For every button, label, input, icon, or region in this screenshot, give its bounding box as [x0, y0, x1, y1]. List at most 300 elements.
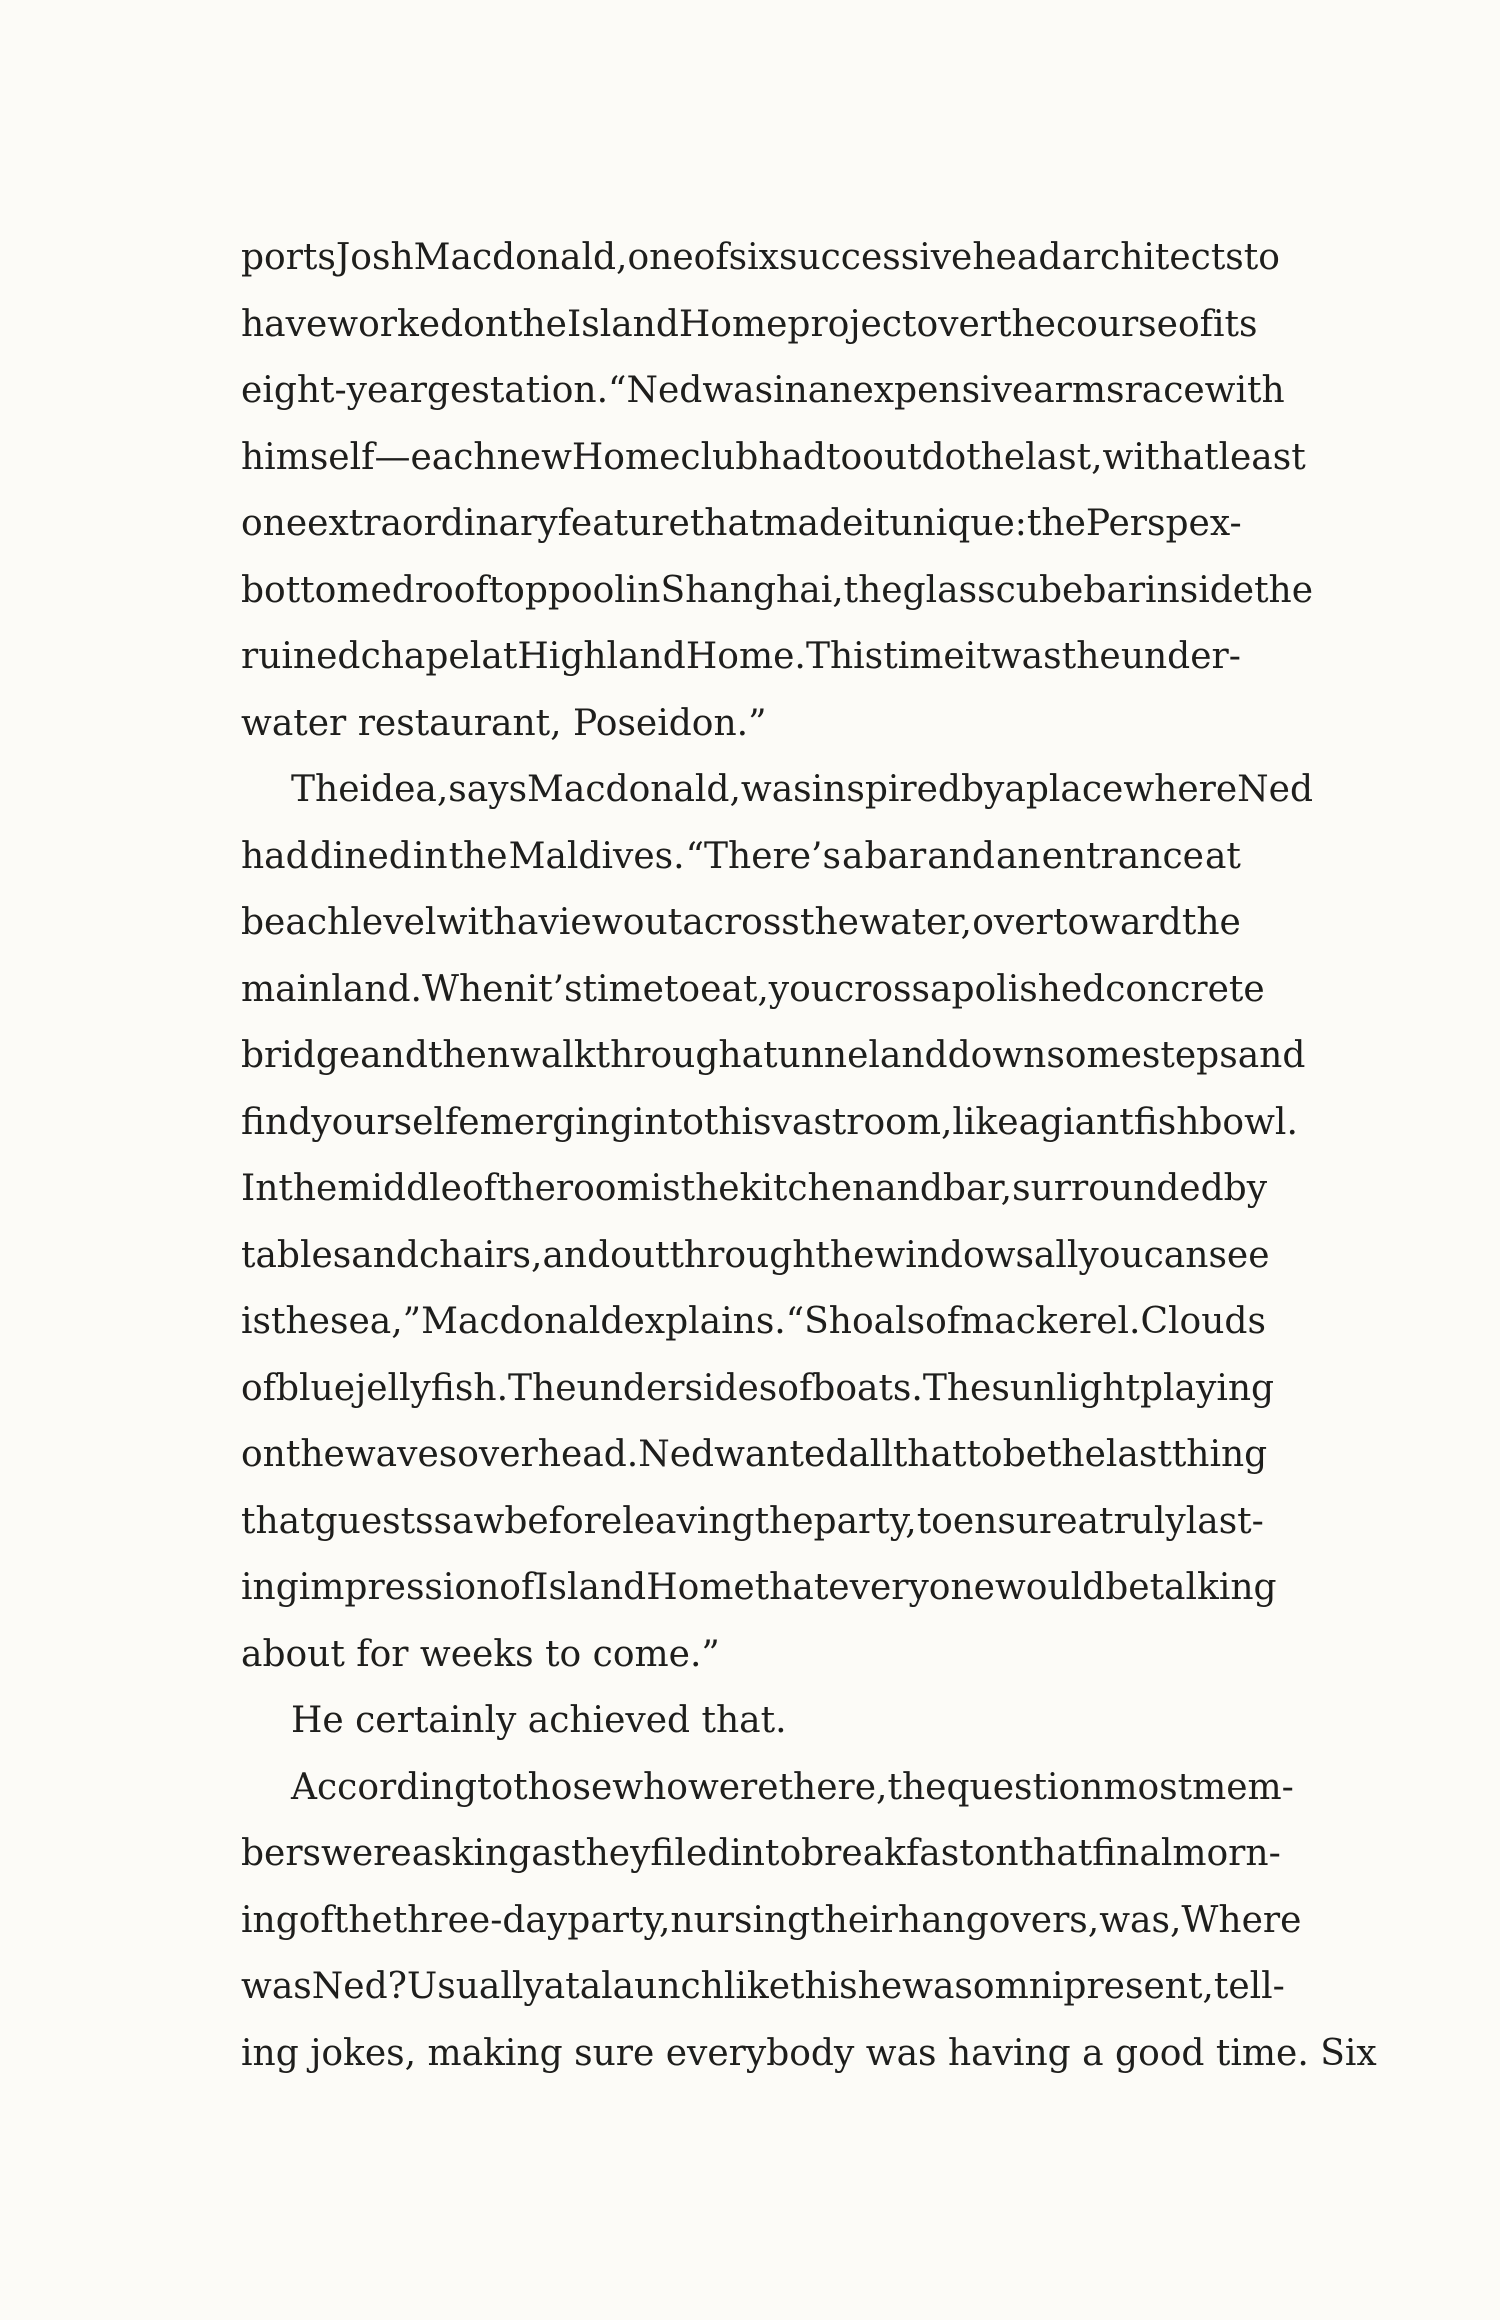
word: was — [241, 1966, 312, 2007]
text-line — [241, 2021, 1377, 2088]
word: and — [927, 835, 995, 877]
word: room, — [846, 1101, 953, 1143]
word: time — [582, 968, 664, 1010]
word: successive — [778, 237, 973, 278]
word: glass — [902, 569, 996, 611]
word: expensive — [852, 370, 1034, 411]
word: over — [972, 902, 1053, 943]
text-line — [241, 624, 1241, 691]
word: find — [241, 1101, 312, 1143]
word: to — [663, 968, 701, 1010]
word: least — [1218, 436, 1306, 478]
word: was — [990, 636, 1062, 677]
word: breakfast — [801, 1833, 974, 1874]
word: be — [1105, 1567, 1150, 1608]
word: launch — [601, 1966, 724, 2007]
text-line — [241, 292, 1258, 359]
word: idea, — [359, 769, 449, 810]
word: tell- — [1213, 1966, 1285, 2007]
word: arms — [1033, 370, 1125, 411]
word: Maldives. — [508, 835, 685, 877]
word: all — [1033, 1234, 1079, 1276]
word: Home — [678, 303, 788, 345]
word: Home — [571, 436, 681, 478]
word: sunlight — [991, 1367, 1140, 1409]
word: have — [241, 303, 328, 345]
word: across — [682, 902, 800, 943]
word: all — [848, 1434, 893, 1475]
word: According — [291, 1766, 477, 1808]
word: filed — [650, 1833, 731, 1874]
word: time — [883, 636, 965, 677]
word: some — [1046, 1035, 1142, 1076]
word: and — [542, 1234, 611, 1276]
word: into — [730, 1833, 802, 1874]
word: fishbowl. — [1133, 1101, 1298, 1143]
word: cross — [834, 968, 930, 1010]
word: that — [1018, 1833, 1093, 1874]
word: unique: — [889, 503, 1027, 544]
word: Highland — [517, 636, 686, 677]
text-line — [241, 1954, 1285, 2021]
word: their — [810, 1899, 898, 1941]
word: level — [350, 902, 437, 943]
word: windows — [874, 1234, 1034, 1276]
word: Ned — [638, 1434, 715, 1475]
word: the — [1026, 503, 1086, 544]
word: Ned? — [311, 1966, 407, 2007]
word: he — [857, 1966, 903, 2007]
word: you — [768, 968, 834, 1010]
word: club — [680, 436, 759, 478]
word: Usually — [406, 1966, 544, 2007]
word: last- — [1185, 1500, 1264, 1542]
text-line — [241, 757, 1314, 824]
word: the — [680, 1168, 740, 1209]
word: talking — [1149, 1567, 1277, 1608]
word: of — [298, 1899, 334, 1941]
text-line — [241, 1555, 1277, 1622]
word: last, — [1025, 436, 1103, 478]
word: new — [496, 436, 572, 478]
word: the — [843, 569, 903, 611]
word: everyone — [828, 1567, 995, 1608]
word: in — [412, 835, 448, 877]
word: The — [508, 1367, 577, 1409]
word: This — [805, 636, 884, 677]
text-line — [241, 1289, 1266, 1356]
text-line — [241, 890, 1241, 957]
word: last — [1105, 1434, 1172, 1475]
word: feature — [557, 503, 690, 544]
word: Home. — [685, 636, 806, 677]
word: a — [841, 835, 864, 877]
word: to — [966, 1434, 1003, 1475]
word: that — [241, 1500, 315, 1542]
word: to — [477, 1766, 514, 1808]
word: The — [291, 769, 360, 810]
word: the — [1181, 902, 1241, 943]
word: Macdonald, — [527, 769, 741, 810]
word: vast — [771, 1101, 847, 1143]
word: that — [754, 1567, 829, 1608]
word: view — [538, 902, 623, 943]
text-line — [241, 1223, 1270, 1290]
word: on — [463, 303, 509, 345]
word: thing — [1171, 1434, 1268, 1475]
word: through — [595, 1035, 742, 1076]
word: the — [754, 1500, 814, 1542]
word: surrounded — [1012, 1168, 1224, 1209]
word: of — [1177, 303, 1213, 345]
word: chapel — [360, 636, 482, 677]
word: as — [531, 1833, 572, 1874]
word: himself—each — [241, 436, 497, 478]
word: to — [1243, 237, 1280, 278]
word: is — [650, 1168, 681, 1209]
word: Home — [646, 1567, 755, 1608]
word: it — [863, 503, 890, 544]
word: a — [1018, 1101, 1041, 1143]
word: impression — [298, 1567, 500, 1608]
word: question — [946, 1766, 1104, 1808]
word: mackerel. — [960, 1301, 1141, 1342]
word: the — [1061, 636, 1121, 677]
word: race — [1124, 370, 1205, 411]
word: bridge — [241, 1035, 361, 1076]
word: by — [960, 769, 1005, 810]
word: final — [1092, 1833, 1173, 1874]
word: in — [773, 370, 808, 411]
word: truly — [1099, 1500, 1186, 1542]
word: was — [702, 370, 774, 411]
word: see — [1208, 1234, 1270, 1276]
word: polished — [951, 968, 1106, 1010]
word: in — [625, 569, 661, 611]
word: they — [571, 1833, 651, 1874]
word: down — [947, 1035, 1047, 1076]
word: inside — [1145, 569, 1255, 611]
word: the — [333, 1899, 393, 1941]
word: that — [892, 1434, 967, 1475]
word: three-day — [392, 1899, 568, 1941]
word: a — [930, 968, 952, 1010]
word: Island — [567, 303, 679, 345]
word: six — [728, 237, 779, 278]
word: the — [1046, 1434, 1106, 1475]
word: Macdonald, — [413, 237, 628, 278]
word: leaving — [622, 1500, 755, 1542]
word: cube — [995, 569, 1084, 611]
text-line — [241, 691, 1241, 758]
word: emerging — [458, 1101, 634, 1143]
word: beach — [241, 902, 351, 943]
word: to — [826, 436, 863, 478]
word: a — [579, 1966, 602, 2007]
word: who — [612, 1766, 688, 1808]
word: dined — [309, 835, 412, 877]
word: eat, — [700, 968, 769, 1010]
word: at — [543, 1966, 580, 2007]
word: boats. — [812, 1367, 923, 1409]
word: yourself — [311, 1101, 459, 1143]
text-line — [241, 1090, 1298, 1157]
word: the — [508, 303, 567, 345]
word: middle — [337, 1168, 462, 1209]
text-line-content: about for weeks to come.” — [241, 1633, 720, 1675]
word: of — [499, 1567, 535, 1608]
word: Clouds — [1140, 1301, 1266, 1342]
word: asking — [411, 1833, 532, 1874]
word: When — [421, 968, 527, 1010]
word: mem- — [1192, 1766, 1294, 1808]
word: Where — [1181, 1899, 1302, 1941]
word: head — [972, 237, 1062, 278]
word: place — [1025, 769, 1124, 810]
word: the — [271, 1301, 330, 1342]
word: “Shoals — [785, 1301, 926, 1342]
word: nursing — [670, 1899, 811, 1941]
word: was, — [1099, 1899, 1182, 1941]
text-line — [241, 225, 1280, 292]
word: course — [1055, 303, 1178, 345]
word: with — [1204, 370, 1285, 411]
word: concrete — [1105, 968, 1265, 1010]
word: ing — [241, 1899, 299, 1941]
word: at — [1182, 436, 1219, 478]
word: and — [1237, 1035, 1306, 1076]
word: an — [995, 835, 1041, 877]
word: giant — [1040, 1101, 1134, 1143]
word: there, — [778, 1766, 888, 1808]
word: at — [1204, 835, 1241, 877]
word: saw — [433, 1500, 505, 1542]
word: mainland. — [241, 968, 422, 1010]
word: was — [902, 1966, 973, 2007]
word: the — [278, 1168, 338, 1209]
word: the — [996, 303, 1056, 345]
word: explains. — [623, 1301, 786, 1342]
word: and — [360, 1035, 428, 1076]
word: into — [633, 1101, 704, 1143]
word: and — [875, 1168, 943, 1209]
text-line — [241, 1622, 1241, 1689]
word: can — [1143, 1234, 1209, 1276]
word: this — [703, 1101, 772, 1143]
word: and — [879, 1035, 948, 1076]
word: like — [723, 1966, 791, 2007]
word: The — [922, 1367, 992, 1409]
word: Island — [534, 1567, 647, 1608]
text-line — [241, 1821, 1281, 1888]
word: is — [241, 1301, 271, 1342]
word: one — [627, 237, 694, 278]
word: ruined — [241, 636, 361, 677]
word: waves — [344, 1434, 458, 1475]
word: pool — [547, 569, 626, 611]
word: omnipresent, — [972, 1966, 1214, 2007]
word: its — [1212, 303, 1258, 345]
word: on — [973, 1833, 1019, 1874]
text-line — [241, 957, 1265, 1024]
word: toward — [1052, 902, 1182, 943]
word: of — [693, 237, 729, 278]
word: ing — [241, 1567, 299, 1608]
word: the — [496, 1168, 556, 1209]
word: kitchen — [739, 1168, 876, 1209]
text-line — [241, 1356, 1275, 1423]
word: bers — [241, 1833, 322, 1874]
word: party, — [567, 1899, 671, 1941]
word: before — [504, 1500, 623, 1542]
body-text — [241, 225, 1377, 2087]
word: a — [1004, 769, 1026, 810]
word: by — [1223, 1168, 1268, 1209]
word: bar — [864, 835, 927, 877]
word: a — [516, 902, 539, 943]
word: one — [241, 503, 308, 544]
word: it’s — [526, 968, 583, 1010]
word: inspired — [811, 769, 961, 810]
word: blue — [276, 1367, 356, 1409]
word: gestation. — [427, 370, 609, 411]
word: tunnel — [763, 1035, 880, 1076]
word: were — [687, 1766, 779, 1808]
word: extraordinary — [307, 503, 558, 544]
word: In — [241, 1168, 279, 1209]
text-line — [241, 1156, 1268, 1223]
word: “There’s — [685, 835, 841, 877]
word: had — [758, 436, 827, 478]
word: you — [1078, 1234, 1144, 1276]
word: of — [925, 1301, 961, 1342]
word: Perspex- — [1085, 503, 1242, 544]
word: to — [916, 1500, 953, 1542]
word: ensure — [952, 1500, 1078, 1542]
word: at — [481, 636, 518, 677]
word: sea,” — [329, 1301, 422, 1342]
word: were — [321, 1833, 412, 1874]
word: outdo — [862, 436, 967, 478]
word: with — [1102, 436, 1183, 478]
word: it — [964, 636, 991, 677]
word: that — [689, 503, 764, 544]
word: playing — [1139, 1367, 1275, 1409]
word: where — [1123, 769, 1238, 810]
word: through — [669, 1234, 816, 1276]
word: the — [815, 1234, 875, 1276]
word: ports — [241, 237, 336, 278]
word: the — [966, 436, 1026, 478]
word: says — [448, 769, 528, 810]
word: bottomed — [241, 569, 415, 611]
word: worked — [327, 303, 464, 345]
word: Ned — [1237, 769, 1314, 810]
text-line — [241, 425, 1306, 492]
text-line — [241, 491, 1241, 558]
word: tables — [241, 1234, 352, 1276]
word: water, — [859, 902, 972, 943]
word: party, — [813, 1500, 917, 1542]
word: most — [1103, 1766, 1193, 1808]
word: hangovers, — [897, 1899, 1100, 1941]
word: be — [1002, 1434, 1047, 1475]
text-line-content: He certainly achieved that. — [291, 1700, 787, 1741]
word: of — [461, 1168, 497, 1209]
word: a — [741, 1035, 764, 1076]
word: room — [555, 1168, 651, 1209]
word: and — [351, 1234, 419, 1276]
word: the — [285, 1434, 345, 1475]
word: wanted — [714, 1434, 849, 1475]
word: eight-year — [241, 370, 427, 411]
word: on — [241, 1434, 286, 1475]
word: the — [887, 1766, 947, 1808]
word: steps — [1141, 1035, 1238, 1076]
text-line — [241, 558, 1314, 625]
text-line — [241, 358, 1285, 425]
word: made — [763, 503, 864, 544]
word: undersides — [576, 1367, 778, 1409]
word: project — [787, 303, 917, 345]
text-line — [241, 1023, 1306, 1090]
word: the — [800, 902, 859, 943]
word: overhead. — [457, 1434, 639, 1475]
word: would — [994, 1567, 1106, 1608]
word: out — [622, 902, 683, 943]
word: Josh — [335, 237, 414, 278]
word: architects — [1061, 237, 1244, 278]
word: out — [610, 1234, 670, 1276]
word: walk — [510, 1035, 596, 1076]
word: like — [952, 1101, 1019, 1143]
text-line — [241, 824, 1241, 891]
word: “Ned — [608, 370, 703, 411]
word: Shanghai, — [660, 569, 844, 611]
text-line — [241, 1688, 1241, 1755]
text-line-content: water restaurant, Poseidon.” — [241, 702, 767, 744]
text-line — [241, 1489, 1264, 1556]
text-line — [241, 1422, 1268, 1489]
text-line-content: ing jokes, making sure everybody was having a good time. Six — [241, 2032, 1377, 2074]
word: a — [1077, 1500, 1099, 1542]
word: with — [436, 902, 517, 943]
word: the — [448, 835, 508, 877]
word: morn- — [1172, 1833, 1281, 1874]
word: under- — [1120, 636, 1241, 677]
word: bar — [1083, 569, 1146, 611]
word: jellyfish. — [355, 1367, 509, 1409]
text-line — [241, 1888, 1302, 1955]
word: of — [241, 1367, 276, 1409]
word: guests — [314, 1500, 434, 1542]
word: of — [777, 1367, 813, 1409]
word: was — [740, 769, 812, 810]
word: this — [790, 1966, 858, 2007]
word: those — [513, 1766, 613, 1808]
word: entrance — [1041, 835, 1204, 877]
word: an — [807, 370, 853, 411]
word: chairs, — [418, 1234, 543, 1276]
word: Macdonald — [421, 1301, 624, 1342]
text-line — [241, 1755, 1294, 1822]
word: had — [241, 835, 309, 877]
word: over — [916, 303, 997, 345]
word: bar, — [942, 1168, 1013, 1209]
word: the — [1254, 569, 1314, 611]
word: rooftop — [414, 569, 548, 611]
word: then — [427, 1035, 511, 1076]
